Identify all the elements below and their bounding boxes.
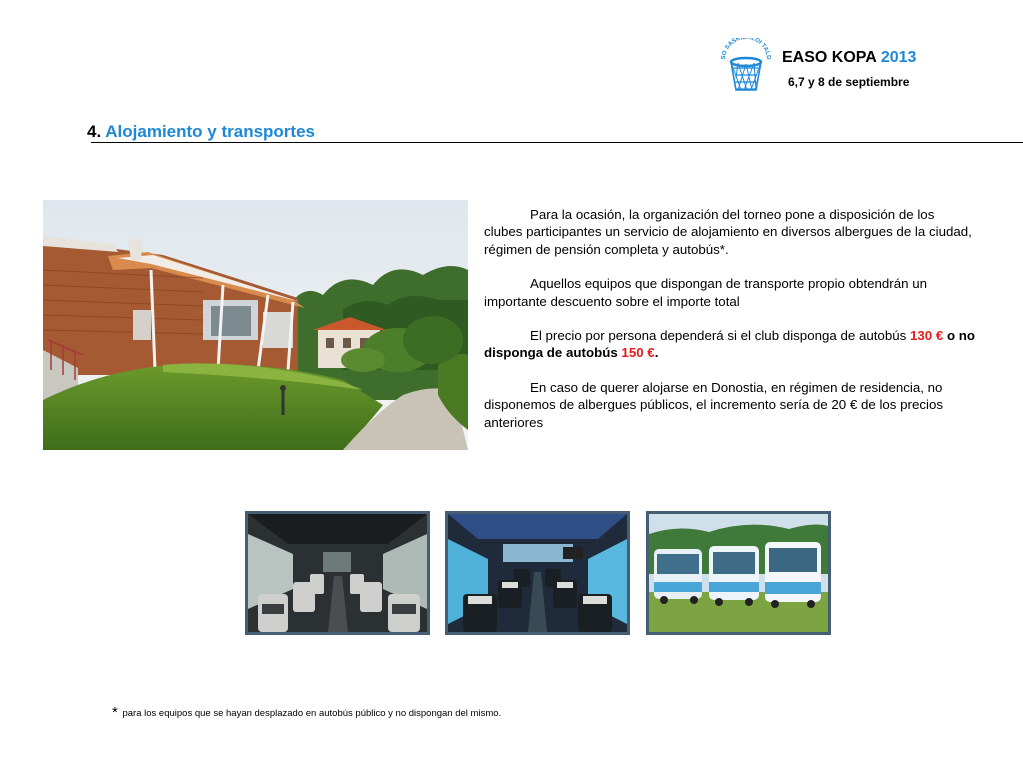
- body-text: [484, 206, 976, 448]
- price-text-a: El precio por persona dependerá si el club disponga de autobús: [530, 328, 910, 344]
- footnote-marker: *: [112, 704, 118, 721]
- price-text-end: .: [654, 345, 659, 361]
- bus-interior-photo: [245, 511, 430, 635]
- paragraph-discount: Aquellos equipos que dispongan de transporte propio obtendrán un importante descuento sobre el importe total: [484, 276, 927, 309]
- footnote: [112, 704, 501, 721]
- section-number: 4.: [87, 122, 102, 141]
- paragraph-price: [484, 327, 976, 362]
- bus-interior-front-photo: [445, 511, 630, 635]
- basketball-net-icon: [718, 38, 774, 98]
- event-year: 2013: [880, 49, 917, 66]
- paragraph-donostia: En caso de querer alojarse en Donostia, en régimen de residencia, no disponemos de albergues públicos, el incremento sería de 20 € de los precios anteriores: [484, 379, 944, 430]
- svg-text:EASO SASKIBALOI TALDEA: SO SASKIBALOI TALD: [720, 38, 772, 60]
- footnote-text: para los equipos que se hayan desplazado en autobús público y no dispongan del mismo.: [122, 708, 502, 719]
- paragraph-accommodation: Para la ocasión, la organización del torneo pone a disposición de los clubes participantes un servicio de alojamiento en diversos albergues de la ciudad, régimen de pensión completa y autobús*.: [484, 207, 972, 257]
- event-logo: [718, 38, 948, 98]
- price-with-bus: 130 €: [909, 328, 944, 344]
- price-without-bus: 150 €: [621, 345, 655, 361]
- buses-parked-photo: [646, 511, 831, 635]
- price-text-b: o no disponga de autobús: [484, 328, 976, 361]
- section-title: Alojamiento y transportes: [105, 122, 315, 141]
- event-name: EASO KOPA: [782, 49, 877, 66]
- heading-divider: [91, 142, 1023, 143]
- event-dates: 6,7 y 8 de septiembre: [788, 75, 910, 89]
- section-heading: [87, 122, 315, 142]
- hostel-building-photo: [43, 200, 468, 450]
- event-title: [782, 49, 916, 67]
